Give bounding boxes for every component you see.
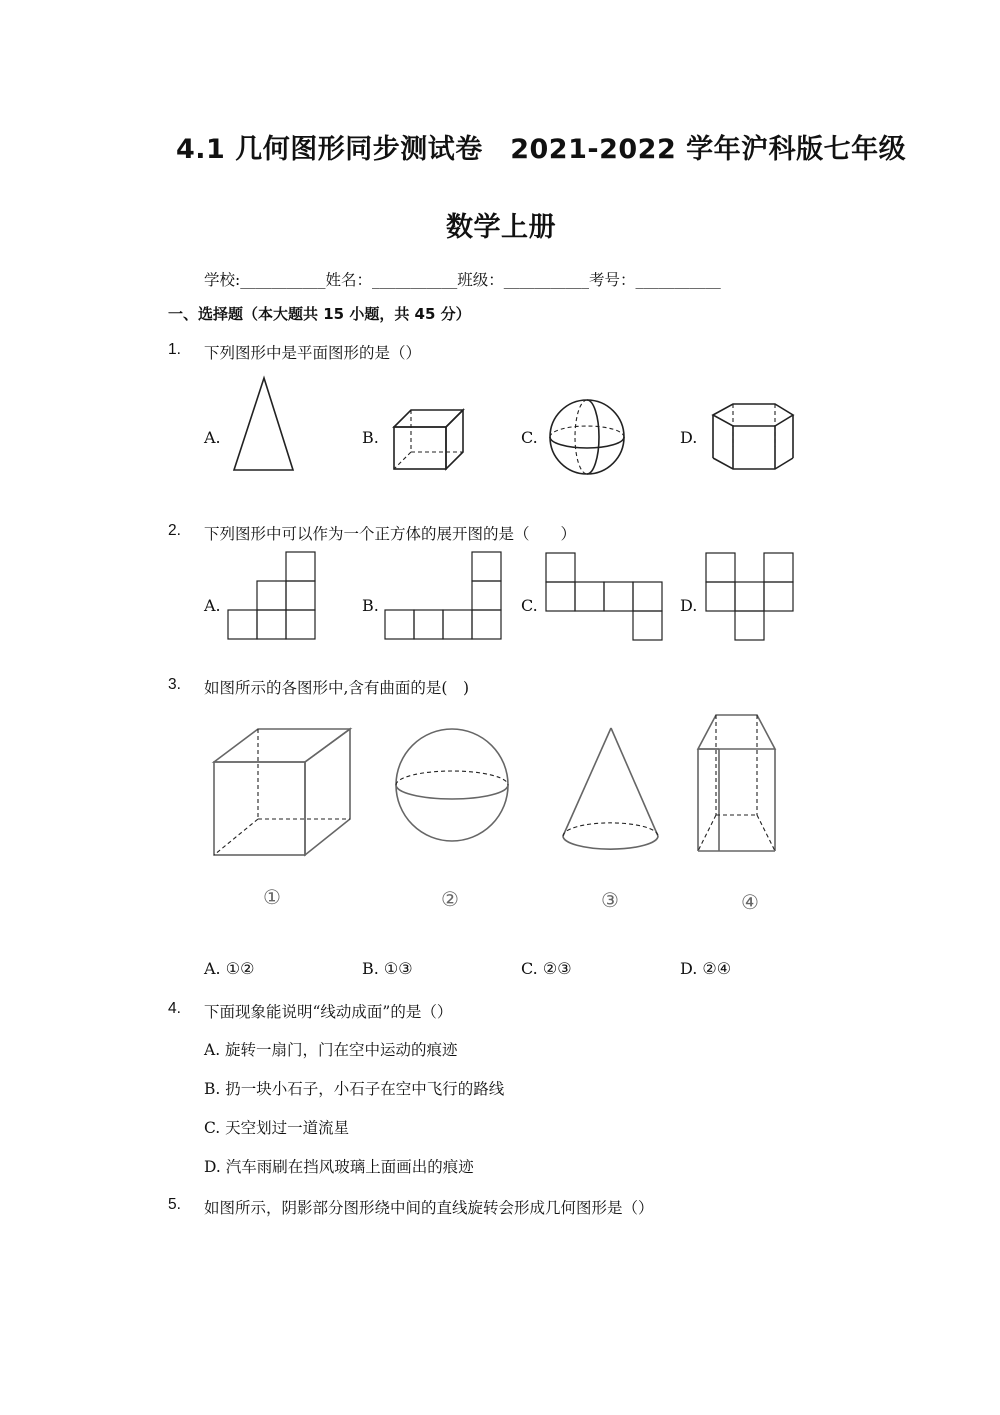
net-a-icon xyxy=(228,552,315,639)
sphere-icon xyxy=(550,400,624,474)
cube-figure-1 xyxy=(214,729,350,855)
question-2-stem: 下列图形中可以作为一个正方体的展开图的是（ ） xyxy=(204,525,577,543)
figure-label-2: ② xyxy=(441,887,459,911)
question-3-number: 3. xyxy=(168,676,181,693)
question-4-number: 4. xyxy=(168,1000,181,1017)
page-title-line-1: 4.1 几何图形同步测试卷 2021-2022 学年沪科版七年级 xyxy=(176,134,907,165)
prism-figure-4 xyxy=(698,715,775,851)
section-heading: 一、选择题（本大题共 15 小题，共 45 分） xyxy=(168,305,471,323)
q4-option-d: D. 汽车雨刷在挡风玻璃上面画出的痕迹 xyxy=(204,1158,474,1176)
q1-option-c: C. xyxy=(521,428,538,447)
q3-option-a: A. ①② xyxy=(204,959,255,978)
q3-option-b: B. ①③ xyxy=(362,959,413,978)
figure-label-1: ① xyxy=(263,885,281,909)
question-3-stem: 如图所示的各图形中,含有曲面的是( ) xyxy=(204,679,470,697)
question-2-number: 2. xyxy=(168,522,181,539)
q1-option-b: B. xyxy=(362,428,379,447)
q2-option-d: D. xyxy=(680,596,698,615)
q4-option-a: A. 旋转一扇门，门在空中运动的痕迹 xyxy=(204,1041,458,1059)
q2-option-b: B. xyxy=(362,596,379,615)
student-info-line: 学校:___________姓名：___________班级：___________考号：___________ xyxy=(204,271,721,289)
page-title-line-2: 数学上册 xyxy=(446,212,556,243)
net-b-icon xyxy=(385,552,501,639)
q3-option-c: C. ②③ xyxy=(521,959,572,978)
q1-option-a: A. xyxy=(204,428,221,447)
triangle-icon xyxy=(234,378,293,470)
net-c-icon xyxy=(546,553,662,640)
cube-icon xyxy=(394,410,463,469)
question-5-number: 5. xyxy=(168,1196,181,1213)
hexagonal-prism-icon xyxy=(713,404,793,469)
cone-figure-3 xyxy=(563,728,658,849)
q4-option-c: C. 天空划过一道流星 xyxy=(204,1119,350,1137)
question-4-stem: 下面现象能说明“线动成面”的是（） xyxy=(204,1003,453,1021)
q4-option-b: B. 扔一块小石子，小石子在空中飞行的路线 xyxy=(204,1080,505,1098)
net-d-icon xyxy=(706,553,793,640)
q3-option-d: D. ②④ xyxy=(680,959,732,978)
q2-option-c: C. xyxy=(521,596,538,615)
figure-label-3: ③ xyxy=(601,888,619,912)
q2-option-a: A. xyxy=(204,596,221,615)
question-5-stem: 如图所示，阴影部分图形绕中间的直线旋转会形成几何图形是（） xyxy=(204,1199,654,1217)
question-1-stem: 下列图形中是平面图形的是（） xyxy=(204,344,422,362)
question-1-number: 1. xyxy=(168,341,181,358)
sphere-figure-2 xyxy=(396,729,508,841)
q1-option-d: D. xyxy=(680,428,698,447)
figure-label-4: ④ xyxy=(741,890,759,914)
